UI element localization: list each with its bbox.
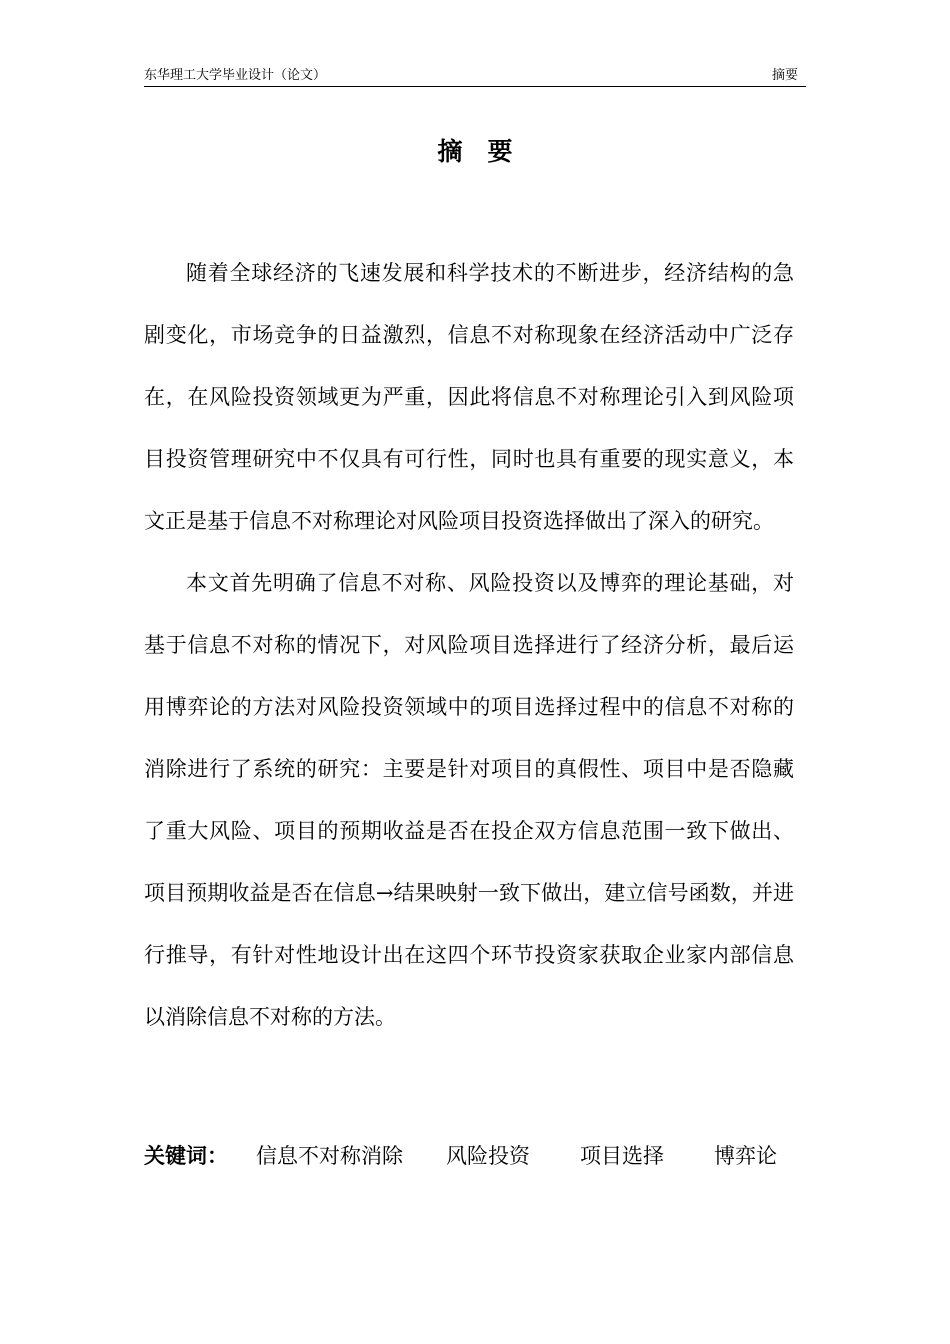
abstract-paragraph-1: 随着全球经济的飞速发展和科学技术的不断进步，经济结构的急剧变化，市场竞争的日益激烈，信息不对称现象在经济活动中广泛存在，在风险投资领域更为严重，因此将信息不对称理论引入到风险项目投资管理研究中不仅具有可行性，同时也具有重要的现实意义，本文正是基于信息不对称理论对风险项目投资选择做出了深入的研究。 xyxy=(144,261,794,533)
keywords-label: 关键词： xyxy=(144,1144,228,1168)
abstract-title: 摘 要 xyxy=(437,137,513,166)
header-thesis-title: 东华理工大学毕业设计（论文） xyxy=(144,68,327,83)
keyword-item: 风险投资 xyxy=(446,1144,530,1168)
keyword-item: 项目选择 xyxy=(580,1144,664,1168)
header-section-name: 摘要 xyxy=(771,68,798,83)
abstract-body xyxy=(144,242,794,1048)
keywords-line xyxy=(144,1136,806,1176)
abstract-paragraph-2: 本文首先明确了信息不对称、风险投资以及博弈的理论基础，对基于信息不对称的情况下，对风险项目选择进行了经济分析，最后运用博弈论的方法对风险投资领域中的项目选择过程中的信息不对称的消除进行了系统的研究：主要是针对项目的真假性、项目中是否隐藏了重大风险、项目的预期收益是否在投企双方信息范围一致下做出、项目预期收益是否在信息→结果映射一致下做出，建立信号函数，并进行推导，有针对性地设计出在这四个环节投资家获取企业家内部信息以消除信息不对称的方法。 xyxy=(144,571,794,1029)
keyword-item: 博弈论 xyxy=(714,1144,777,1168)
keyword-item: 信息不对称消除 xyxy=(256,1144,403,1168)
page-header xyxy=(144,66,806,87)
